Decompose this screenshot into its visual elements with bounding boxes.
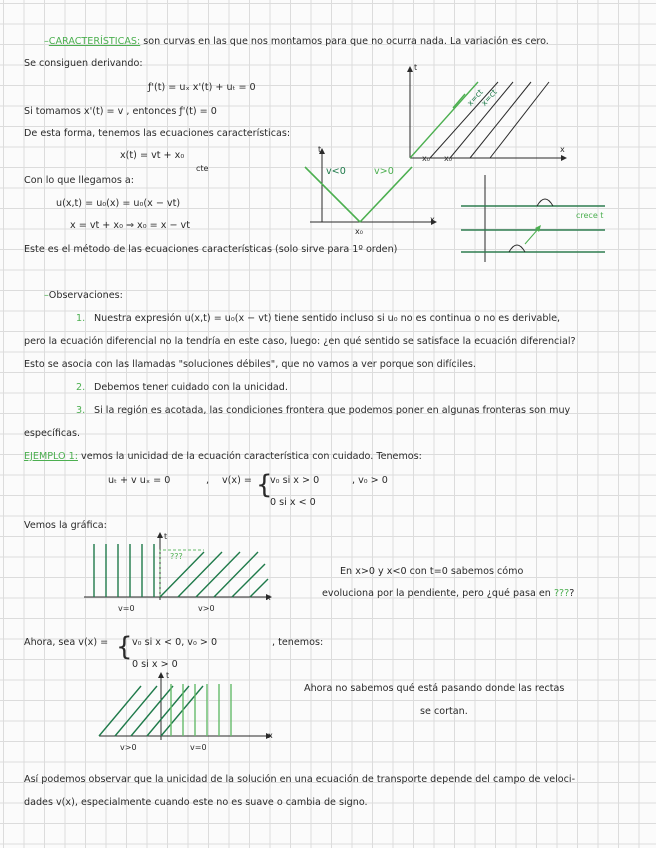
ex2-axis-t: t [166, 671, 170, 680]
ex1-left-label: v=0 [118, 604, 135, 613]
piecewise-brace: { [256, 470, 273, 500]
conclusion-line-2: dades v(x), especialmente cuando este no es suave o cambia de signo. [24, 797, 368, 808]
characteristics-line: –CARACTERÍSTICAS: son curvas en las que nos montamos para que no ocurra nada. La variación es cero. [44, 36, 549, 47]
fig1-tick-2: x₀ [444, 154, 452, 163]
ex1-comment-question: ??? [553, 588, 570, 599]
constant-note: cte [196, 164, 209, 173]
fig3-label: crece t [576, 211, 604, 220]
ex1-axis-x: x [266, 593, 271, 602]
v-shape-figure [300, 145, 440, 235]
example-2-graph [95, 670, 285, 742]
ex1-comment-text: evoluciona por la pendiente, pero ¿qué pasa en [322, 588, 554, 599]
equation-comma: , [206, 475, 210, 486]
velocity-case-2: 0 si x < 0 [270, 497, 316, 508]
derivative-equation: ƒ'(t) = uₓ x'(t) + uₜ = 0 [148, 82, 256, 93]
solution-equation: u(x,t) = u₀(x) = u₀(x − vt) [56, 198, 181, 209]
fig1-axis-x: x [560, 145, 565, 154]
example-1-intro: vemos la unicidad de la ecuación característica con cuidado. Tenemos: [77, 451, 422, 462]
velocity-condition: , v₀ > 0 [352, 475, 388, 486]
example-2-intro: Ahora, sea v(x) = [24, 637, 109, 648]
ex2-comment-line-1: Ahora no sabemos qué está pasando donde las rectas [304, 683, 565, 694]
ex2-right-label: v=0 [190, 743, 207, 752]
example-1-graph [80, 530, 280, 605]
fig1-line-label-2: x=ct [479, 87, 499, 108]
fig2-right-label: v>0 [374, 166, 394, 177]
obs-2-text: Debemos tener cuidado con la unicidad. [94, 382, 288, 393]
characteristics-definition: son curvas en las que nos montamos para que no ocurra nada. La variación es cero. [140, 36, 549, 47]
ex1-right-label: v>0 [198, 604, 215, 613]
ex2-left-label: v>0 [120, 743, 137, 752]
arrive-at-text: Con lo que llegamos a: [24, 175, 134, 186]
obs-number-1: 1. [76, 313, 86, 324]
characteristic-equations-text: De esta forma, tenemos las ecuaciones características: [24, 128, 291, 139]
ex1-comment-end: ? [569, 588, 575, 599]
method-note: Este es el método de las ecuaciones características (solo sirve para 1º orden) [24, 244, 398, 255]
ex2-case-1: v₀ si x < 0, v₀ > 0 [132, 637, 218, 648]
x0-equation: x = vt + x₀ ⇒ x₀ = x − vt [70, 220, 190, 231]
velocity-case-1: v₀ si x > 0 [270, 475, 320, 486]
ex1-question-marks: ??? [170, 552, 183, 561]
fig1-axis-t: t [414, 63, 418, 72]
characteristics-heading: CARACTERÍSTICAS: [48, 36, 141, 47]
fig2-left-label: v<0 [326, 166, 346, 177]
piecewise-brace-2: { [116, 632, 133, 662]
ex2-axis-x: x [268, 731, 273, 740]
ex2-case-2: 0 si x > 0 [132, 659, 178, 670]
obs-number-2: 2. [76, 382, 86, 393]
fig2-tick: x₀ [355, 227, 363, 236]
fig1-tick-1: x₀ [422, 154, 430, 163]
observations-line: –Observaciones: [44, 290, 123, 301]
ex1-comment-line-1: En x>0 y x<0 con t=0 sabemos cómo [340, 566, 524, 577]
obs-1-line-3: Esto se asocia con las llamadas "soluciones débiles", que no vamos a ver porque son difíciles. [24, 359, 476, 370]
example-1-label: EJEMPLO 1: [24, 451, 78, 462]
obs-number-3: 3. [76, 405, 86, 416]
ex2-comment-line-2: se cortan. [420, 706, 468, 717]
conclusion-line-1: Así podemos observar que la unicidad de la solución en una ecuación de transporte depende del campo de veloci- [24, 774, 576, 785]
fig2-axis-t: t [318, 145, 322, 154]
observations-heading: Observaciones: [48, 290, 123, 301]
velocity-definition: v(x) = [222, 475, 252, 486]
obs-3-line-2: específicas. [24, 428, 81, 439]
ex1-axis-t: t [164, 532, 168, 541]
fig1-line-label-1: x=ct [465, 87, 485, 108]
obs-3-line-1: Si la región es acotada, las condiciones frontera que podemos poner en algunas fronteras son muy [94, 405, 571, 416]
obs-1-line-1: Nuestra expresión u(x,t) = u₀(x − vt) tiene sentido incluso si u₀ no es continua o no es derivable, [94, 313, 561, 324]
ex1-comment-line-2 [322, 588, 574, 600]
example-1-line [24, 451, 422, 463]
derive-text: Se consiguen derivando: [24, 58, 143, 69]
ex2-case-1-tail: , tenemos: [272, 637, 324, 648]
characteristic-equation: x(t) = vt + x₀ [120, 150, 185, 161]
graph-intro: Vemos la gráfica: [24, 520, 107, 531]
fig2-axis-x: x [430, 215, 435, 224]
transport-equation: uₜ + v uₓ = 0 [108, 475, 171, 486]
take-velocity-text: Si tomamos x'(t) = v , entonces ƒ'(t) = 0 [24, 106, 217, 117]
obs-1-line-2: pero la ecuación diferencial no la tendría en este caso, luego: ¿en qué sentido se satisface la ecuación diferencial? [24, 336, 576, 347]
